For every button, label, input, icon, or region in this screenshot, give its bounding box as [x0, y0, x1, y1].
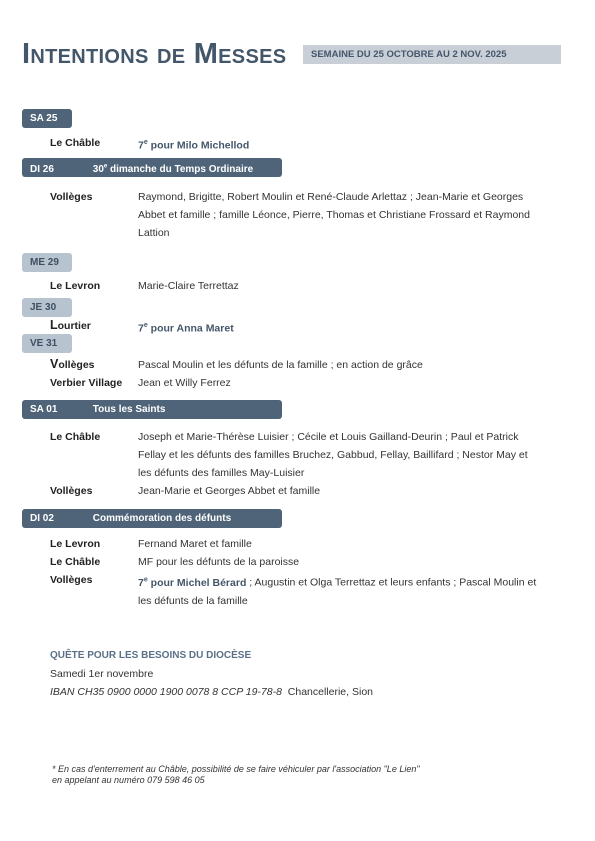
place-label: Le Châble	[50, 556, 101, 568]
place-label: Le Châble	[50, 431, 101, 443]
intention-text: Joseph et Marie-Thérèse Luisier ; Cécile et Louis Gailland-Deurin ; Paul et Patrick Fellay et les défunts des familles Bruchez, Gabbud, Fellay, Baillifard ; Nestor May et les défunts des familles May-Luisier	[138, 431, 528, 479]
collection-bank-details: IBAN CH35 0900 0000 1900 0078 8 CCP 19-78-8 Chancellerie, Sion	[50, 686, 373, 698]
collection-date: Samedi 1er novembre	[50, 668, 154, 680]
intention-text: MF pour les défunts de la paroisse	[138, 556, 300, 568]
footnote-line-1: * En cas d'enterrement au Châble, possibilité de se faire véhiculer par l'association "Le Lien"	[52, 764, 420, 774]
day-label: JE 30	[30, 302, 57, 313]
place-label: Vollèges	[50, 574, 93, 586]
feast-label: Tous les Saints	[92, 404, 166, 415]
day-label: DI 26	[30, 164, 54, 176]
day-label: DI 02	[30, 513, 54, 524]
intention-text: 7e pour Michel Bérard ; Augustin et Olga Terrettaz et leurs enfants ; Pascal Moulin et les défunts de la famille	[138, 576, 537, 607]
place-label: Le Levron	[50, 538, 101, 550]
place-label: Verbier Village	[50, 377, 123, 389]
page-title: Intentions de Messes	[22, 38, 287, 70]
day-bar-di26	[22, 158, 282, 177]
intention-text: Jean-Marie et Georges Abbet et famille	[138, 485, 321, 497]
day-label: SA 01	[30, 404, 58, 415]
feast-label: Commémoration des défunts	[92, 513, 232, 524]
day-label: SA 25	[30, 113, 58, 124]
day-bar-ve31	[22, 334, 72, 353]
place-label: Le Levron	[50, 280, 101, 292]
day-label: VE 31	[30, 338, 58, 349]
place-label: Vollèges	[50, 357, 95, 371]
intention-text: Pascal Moulin et les défunts de la famille ; en action de grâce	[138, 359, 423, 371]
intention-text: Raymond, Brigitte, Robert Moulin et René-Claude Arlettaz ; Jean-Marie et Georges Abbet et famille ; famille Léonce, Pierre, Thomas et Christiane Frossard et Raymond Lattion	[138, 191, 530, 239]
day-bar-di02	[22, 509, 282, 528]
feast-label: 30e dimanche du Temps Ordinaire	[92, 164, 254, 176]
week-banner: SEMAINE DU 25 OCTOBRE AU 2 NOV. 2025	[303, 45, 561, 64]
intention-text: Fernand Maret et famille	[138, 538, 252, 550]
day-bar-sa25	[22, 109, 72, 128]
intention-text: Marie-Claire Terrettaz	[138, 280, 239, 292]
place-label: Vollèges	[50, 191, 93, 203]
place-label: Lourtier	[50, 318, 91, 332]
intention-text: 7e pour Anna Maret	[138, 322, 234, 335]
place-label: Le Châble	[50, 137, 101, 149]
footnote-line-2: en appelant au numéro 079 598 46 05	[52, 775, 205, 785]
day-bar-je30	[22, 298, 72, 317]
day-bar-me29	[22, 253, 72, 272]
day-label: ME 29	[30, 257, 59, 268]
place-label: Vollèges	[50, 485, 93, 497]
intention-text: 7e pour Milo Michellod	[138, 139, 250, 152]
collection-title: QUÊTE POUR LES BESOINS DU DIOCÈSE	[50, 650, 252, 661]
intention-text: Jean et Willy Ferrez	[138, 377, 231, 389]
day-bar-sa01	[22, 400, 282, 419]
